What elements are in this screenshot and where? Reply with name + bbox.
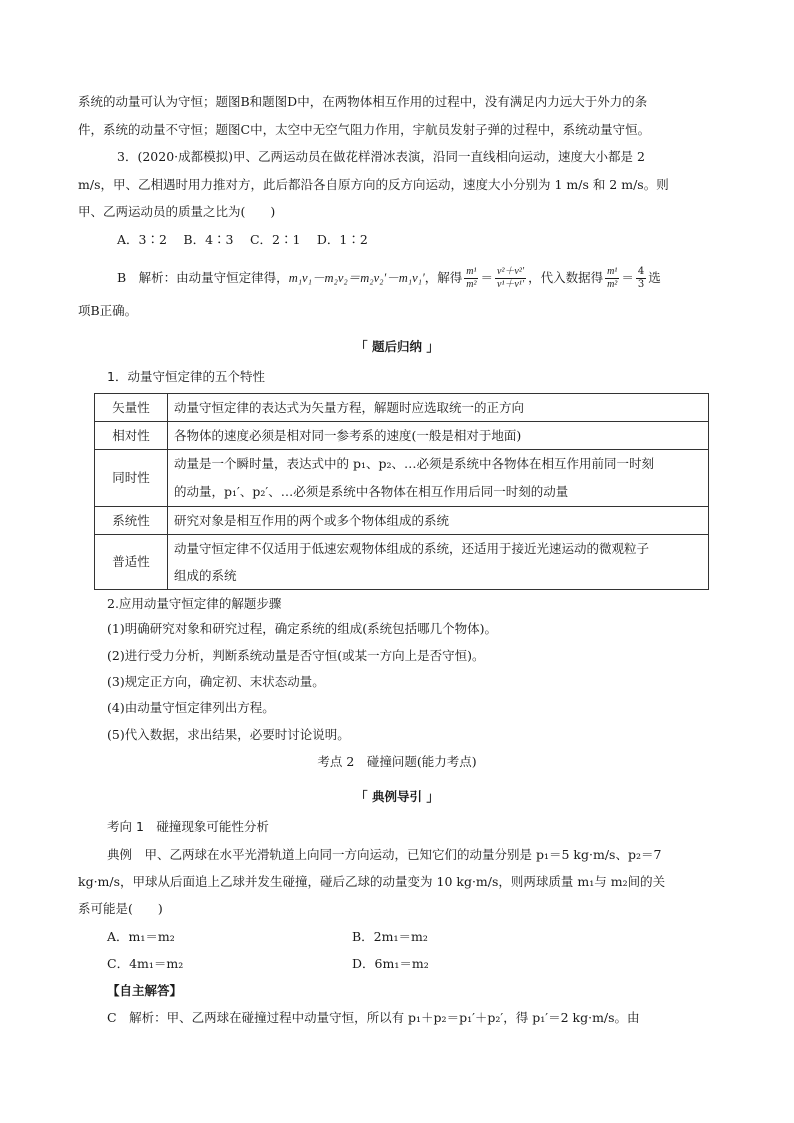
example-line-2: kg·m/s，甲球从后面追上乙球并发生碰撞，碰后乙球的动量变为 10 kg·m/s，则两球质量 m₁与 m₂间的关 <box>78 874 666 889</box>
mass-ratio-fraction: $\frac{\text{m¹}}{\text{m²}}$ <box>466 266 477 290</box>
table-key: 普适性 <box>95 535 168 590</box>
step-5: (5)代入数据，求出结果，必要时讨论说明。 <box>107 727 350 742</box>
velocity-ratio-fraction: $\frac{\text{v²＋v²′}}{\text{v¹＋v¹′}}$ <box>497 266 525 290</box>
section-2-title: 考点 2 碰撞问题(能力考点) <box>317 754 477 769</box>
question-3-answer-line-2: 项B正确。 <box>78 303 138 318</box>
step-1: (1)明确研究对象和研究过程，确定系统的组成(系统包括哪几个物体)。 <box>107 621 497 636</box>
answer-equation: m₁v₁－m₂v₂＝m₂v₂′－m₁v₁′ <box>288 271 425 285</box>
example-line-3: 系可能是( ) <box>78 901 163 916</box>
intro-line-2: 件，系统的动量不守恒；题图C中，太空中无空气阻力作用，宇航员发射子弹的过程中，系统动量守恒。 <box>78 122 651 137</box>
example-answer-line: C 解析：甲、乙两球在碰撞过程中动量守恒，所以有 p₁＋p₂＝p₁′＋p₂′，得 p₁′＝2 kg·m/s。由 <box>107 1010 640 1025</box>
question-3-line-3: 甲、乙两运动员的质量之比为( ) <box>78 204 276 219</box>
table-row <box>95 535 709 590</box>
mass-ratio-fraction-2: $\frac{\text{m¹}}{\text{m²}}$ <box>607 266 618 290</box>
question-3-line-2: m/s，甲、乙相遇时用力推对方，此后都沿各自原方向的反方向运动，速度大小分别为 1 m/s 和 2 m/s。则 <box>78 177 669 192</box>
option-b: B．2m₁＝m₂ <box>352 929 428 944</box>
option-d: D．6m₁＝m₂ <box>352 956 429 971</box>
table-row <box>95 422 709 450</box>
table-key: 系统性 <box>95 507 168 535</box>
answer-prefix: B 解析：由动量守恒定律得， <box>117 270 289 285</box>
summary-item-2-title: 2.应用动量守恒定律的解题步骤 <box>107 596 282 611</box>
summary-item-1-title: 1．动量守恒定律的五个特性 <box>107 369 265 384</box>
option-a: A．m₁＝m₂ <box>107 929 175 944</box>
table-value: 动量守恒定律的表达式为矢量方程，解题时应选取统一的正方向 <box>168 394 709 422</box>
step-3: (3)规定正方向，确定初、末状态动量。 <box>107 674 325 689</box>
table-key: 矢量性 <box>95 394 168 422</box>
momentum-properties-table <box>94 393 709 590</box>
example-direction: 考向 1 碰撞现象可能性分析 <box>107 819 269 834</box>
example-heading: 「 典例导引 」 <box>355 789 439 804</box>
table-row <box>95 507 709 535</box>
question-3-line-1: 3．(2020·成都模拟)甲、乙两运动员在做花样滑冰表演，沿同一直线相向运动，速度大小都是 2 <box>117 149 645 164</box>
step-4: (4)由动量守恒定律列出方程。 <box>107 700 275 715</box>
table-value: 各物体的速度必须是相对同一参考系的速度(一般是相对于地面) <box>168 422 709 450</box>
step-2: (2)进行受力分析，判断系统动量是否守恒(或某一方向上是否守恒)。 <box>107 648 485 663</box>
answer-substitute-text: ，代入数据得 <box>528 270 604 285</box>
table-key: 同时性 <box>95 450 168 507</box>
result-fraction: $\frac{4}{3}$ <box>637 266 645 290</box>
table-value: 研究对象是相互作用的两个或多个物体组成的系统 <box>168 507 709 535</box>
table-key: 相对性 <box>95 422 168 450</box>
table-value: 动量守恒定律不仅适用于低速宏观物体组成的系统，还适用于接近光速运动的微观粒子 组成的系统 <box>168 535 709 590</box>
self-answer-label: 【自主解答】 <box>107 983 183 998</box>
example-line-1: 典例 甲、乙两球在水平光滑轨道上向同一方向运动，已知它们的动量分别是 p₁＝5 kg·m/s、p₂＝7 <box>107 847 662 862</box>
summary-heading: 「 题后归纳 」 <box>355 339 439 354</box>
answer-solve-text: ，解得 <box>424 270 463 285</box>
intro-line-1: 系统的动量可认为守恒；题图B和题图D中，在两物体相互作用的过程中，没有满足内力远大于外力的条 <box>78 94 648 109</box>
question-3-options: A．3∶2 B．4∶3 C．2∶1 D．1∶2 <box>117 232 368 247</box>
table-row <box>95 394 709 422</box>
table-value: 动量是一个瞬时量，表达式中的 p₁、p₂、…必须是系统中各物体在相互作用前同一时刻 的动量，p₁′、p₂′、…必须是系统中各物体在相互作用后同一时刻的动量 <box>168 450 709 507</box>
table-row <box>95 450 709 507</box>
question-3-answer: B 解析：由动量守恒定律得，m₁v₁－m₂v₂＝m₂v₂′－m₁v₁′，解得 $\frac{\text{m¹}}{\text{m²}}$ ＝ $\frac{\text{v²＋v²′}}{\text{v¹＋v¹′}}$ ，代入数据得 $\frac{\text{m¹}}{\text{m²}}$ ＝ $\frac{4}{3}$ 选 <box>117 266 661 290</box>
option-c: C．4m₁＝m₂ <box>107 956 184 971</box>
